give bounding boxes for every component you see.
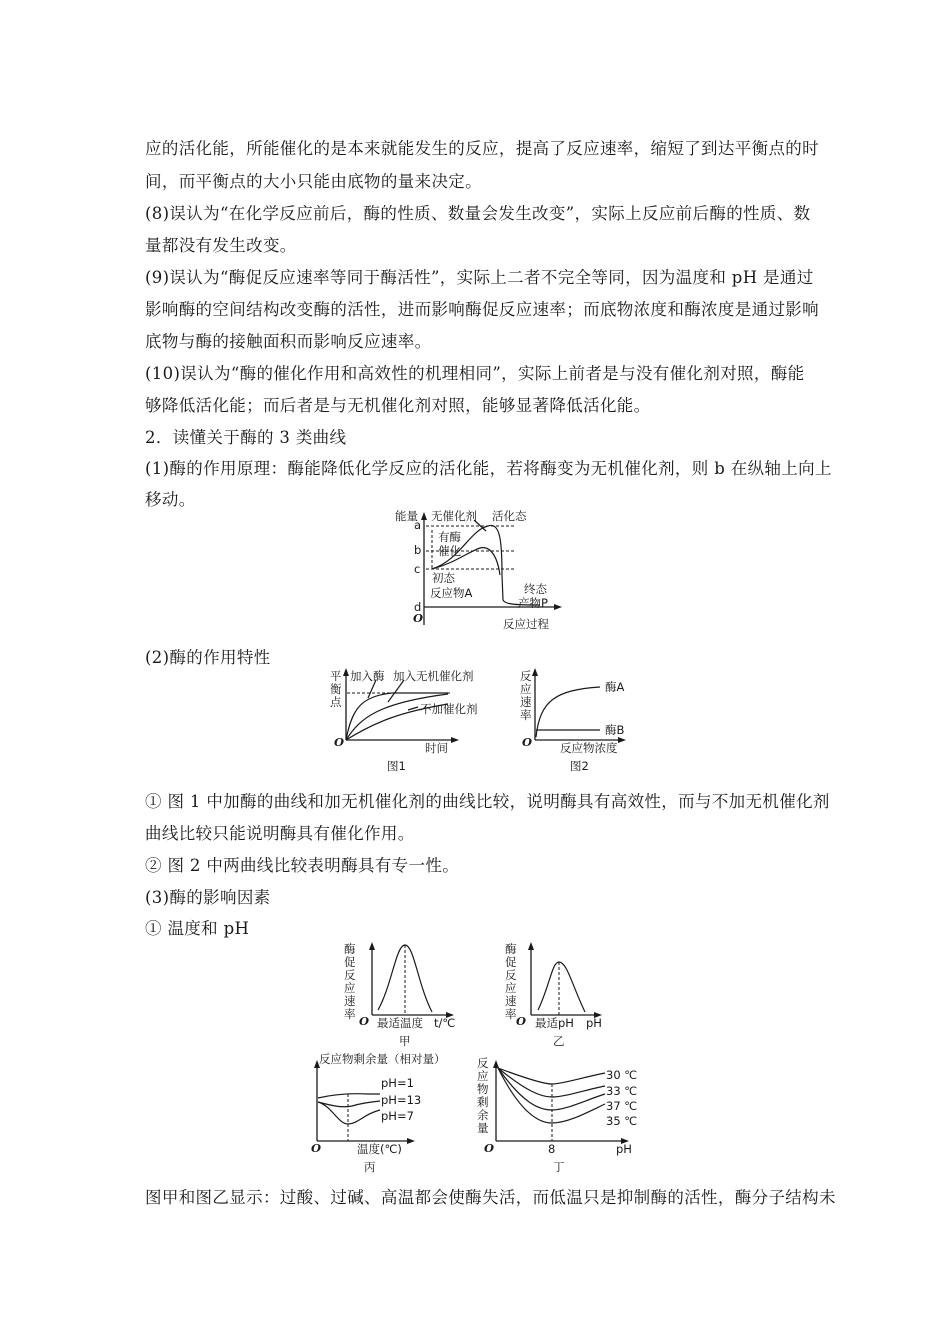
enzyme-label-1: 有酶	[438, 530, 461, 544]
jia-y-label-6: 率	[344, 1007, 356, 1021]
paragraph-line: ① 温度和 pH	[145, 919, 250, 938]
yi-y-label-1: 酶	[505, 942, 517, 956]
fig1-y-label-1: 平	[330, 669, 342, 683]
bing-caption: 丙	[364, 1160, 376, 1174]
paragraph-line: (10)误认为“酶的催化作用和高效性的机理相同”，实际上前者是与没有催化剂对照，酶能	[145, 364, 805, 383]
ding-y-label-3: 物	[477, 1082, 489, 1096]
paragraph-line: 量都没有发生改变。	[145, 236, 297, 255]
level-d-label: d	[414, 600, 422, 614]
final-label-1: 终态	[524, 582, 547, 596]
paragraph-line: 应的活化能，所能催化的是本来就能发生的反应，提高了反应速率，缩短了到达平衡点的时	[145, 139, 819, 158]
bing-y-label: 反应物剩余量（相对量）	[319, 1052, 446, 1066]
ding-y-arrow	[493, 1060, 499, 1068]
paragraph-line: (9)误认为“酶促反应速率等同于酶活性”，实际上二者不完全等同，因为温度和 pH 是通过	[145, 268, 814, 287]
paragraph-line: (8)误认为“在化学反应前后，酶的性质、数量会发生改变”，实际上反应前后酶的性质、数	[145, 204, 811, 223]
ding-y-label-6: 量	[477, 1121, 489, 1135]
ding-y-label-2: 应	[477, 1069, 489, 1083]
subsection-heading: (3)酶的影响因素	[145, 888, 271, 907]
fig1-origin: O	[334, 735, 345, 749]
ding-35c-label: 35 ℃	[606, 1114, 638, 1128]
yi-y-label-5: 速	[505, 994, 517, 1008]
jia-caption: 甲	[399, 1034, 411, 1048]
fig2-origin: O	[522, 735, 533, 749]
yi-y-label-4: 应	[505, 981, 517, 995]
energy-x-label: 反应过程	[503, 617, 549, 631]
fig2-enzyme-a-label: 酶A	[605, 680, 625, 694]
fig1-x-label: 时间	[425, 741, 448, 755]
paragraph-line: 图甲和图乙显示：过酸、过碱、高温都会使酶失活，而低温只是抑制酶的活性，酶分子结构未	[145, 1188, 836, 1207]
paragraph-line: 底物与酶的接触面积而影响反应速率。	[145, 332, 432, 351]
ding-37c-label: 37 ℃	[606, 1099, 638, 1113]
initial-label-1: 初态	[432, 571, 455, 585]
jia-optimum-label: 最适温度	[377, 1016, 423, 1030]
fig1-enzyme-label: 加入酶	[350, 669, 385, 683]
ding-y-label-4: 剩	[477, 1095, 489, 1109]
yi-y-label-6: 率	[505, 1007, 517, 1021]
ding-origin: O	[484, 1141, 495, 1155]
active-state-label: 活化态	[492, 509, 527, 523]
subsection-heading: (2)酶的作用特性	[145, 648, 271, 667]
final-label-2: 产物P	[518, 596, 548, 610]
level-b-label: b	[414, 543, 422, 557]
ding-y-label-1: 反	[477, 1056, 489, 1070]
paragraph-line: 移动。	[145, 490, 196, 509]
jia-y-label-5: 速	[344, 994, 356, 1008]
fig2-enzyme-b-label: 酶B	[605, 723, 625, 737]
fig1-y-label-2: 衡	[330, 682, 342, 696]
paragraph-line: ② 图 2 中两曲线比较表明酶具有专一性。	[145, 856, 460, 875]
paragraph-line: 够降低活化能；而后者是与无机催化剂对照，能够显著降低活化能。	[145, 396, 651, 415]
fig2-y-label-2: 应	[520, 682, 532, 696]
energy-y-label: 能量	[395, 509, 418, 523]
paragraph-line: 影响酶的空间结构改变酶的活性，进而影响酶促反应速率；而底物浓度和酶浓度是通过影响	[145, 300, 819, 319]
jia-origin: O	[359, 1014, 370, 1028]
bing-x-label: 温度(℃)	[357, 1142, 402, 1156]
bing-ph7-label: pH=7	[381, 1109, 414, 1123]
paragraph-line: ① 图 1 中加酶的曲线和加无机催化剂的曲线比较，说明酶具有高效性，而与不加无机催化剂	[145, 792, 830, 811]
no-catalyst-label: 无催化剂	[431, 509, 477, 523]
ding-y-label-5: 余	[477, 1108, 489, 1122]
ding-30c-label: 30 ℃	[606, 1068, 638, 1082]
yi-optimum-label: 最适pH	[535, 1016, 574, 1030]
jia-y-label-2: 促	[344, 955, 356, 969]
ding-30c-curve	[498, 1068, 605, 1084]
energy-origin: O	[413, 611, 424, 625]
fig2-y-label-1: 反	[520, 669, 532, 683]
ding-33c-curve	[498, 1068, 605, 1097]
fig2-y-label-4: 率	[520, 708, 532, 722]
jia-y-label-1: 酶	[344, 942, 356, 956]
initial-label-2: 反应物A	[430, 586, 473, 600]
fig2-y-label-3: 速	[520, 695, 532, 709]
section-heading: 2．读懂关于酶的 3 类曲线	[145, 428, 347, 447]
yi-x-unit: pH	[586, 1016, 602, 1030]
paragraph-line: 曲线比较只能说明酶具有催化作用。	[145, 824, 415, 843]
fig1-y-label-3: 点	[330, 695, 342, 709]
yi-caption: 乙	[553, 1034, 565, 1048]
jia-y-label-4: 应	[344, 981, 356, 995]
level-c-label: c	[414, 562, 421, 576]
yi-origin: O	[516, 1014, 527, 1028]
ding-33c-label: 33 ℃	[606, 1084, 638, 1098]
fig2-x-label: 反应物浓度	[560, 741, 618, 755]
enzyme-label-2: 催化	[438, 544, 461, 558]
fig1-no-catalyst-label: 不加催化剂	[420, 702, 478, 716]
jia-y-label-3: 反	[344, 968, 356, 982]
bing-ph13-label: pH=13	[381, 1093, 422, 1107]
yi-y-label-3: 反	[505, 968, 517, 982]
ding-x-label: pH	[616, 1142, 632, 1156]
paragraph-line: (1)酶的作用原理：酶能降低化学反应的活化能，若将酶变为无机催化剂，则 b 在纵轴上向上	[145, 459, 832, 478]
fig1-inorganic-label: 加入无机催化剂	[393, 669, 474, 683]
paragraph-line: 间，而平衡点的大小只能由底物的量来决定。	[145, 172, 482, 191]
ding-caption: 丁	[553, 1160, 565, 1174]
level-a-label: a	[414, 518, 422, 532]
ding-tick-label: 8	[548, 1142, 556, 1156]
jia-x-unit: t/℃	[434, 1016, 456, 1030]
bing-ph1-label: pH=1	[381, 1076, 414, 1090]
yi-y-label-2: 促	[505, 955, 517, 969]
fig2-caption: 图2	[570, 759, 589, 773]
bing-origin: O	[311, 1141, 322, 1155]
fig1-caption: 图1	[387, 759, 406, 773]
